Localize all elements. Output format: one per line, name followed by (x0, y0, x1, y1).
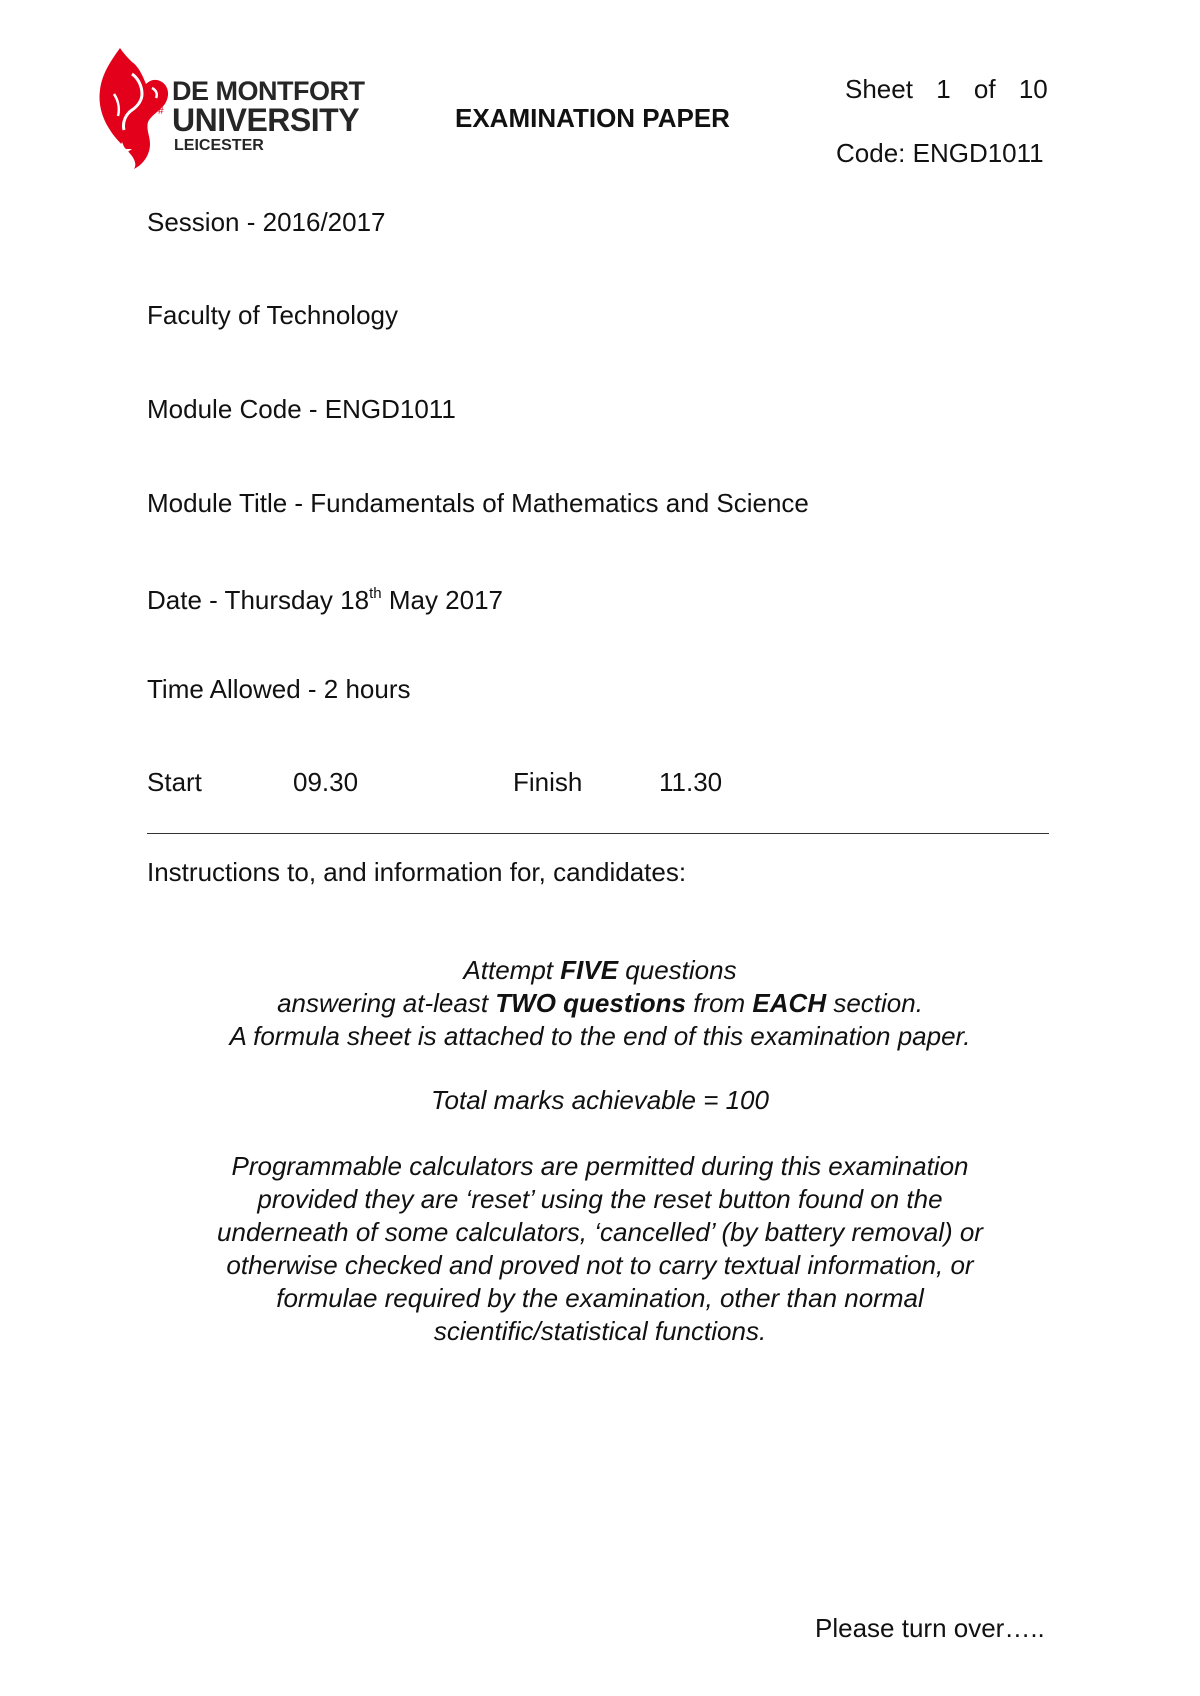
calculator-policy-block (0, 1150, 1200, 1348)
answering-each: EACH (752, 988, 827, 1018)
answering-line (0, 987, 1200, 1020)
calc-line-3: underneath of some calculators, ‘cancelled’ (by battery removal) or (217, 1217, 983, 1247)
total-marks-line: Total marks achievable = 100 (431, 1085, 769, 1115)
session-field: Session - 2016/2017 (147, 207, 386, 237)
date-ordinal-superscript: th (369, 585, 382, 602)
turn-over-note: Please turn over….. (815, 1613, 1045, 1643)
instructions-block (0, 954, 1200, 1053)
sheet-counter (845, 74, 1048, 105)
divider-line (147, 833, 1049, 834)
date-prefix: Date - Thursday 18 (147, 585, 370, 615)
finish-time: 11.30 (659, 767, 723, 797)
attempt-text: Attempt (463, 955, 561, 985)
wyvern-crest-icon (92, 44, 172, 169)
date-field (147, 585, 503, 616)
calc-line-4: otherwise checked and proved not to carry textual information, or (226, 1250, 974, 1280)
sheet-of: of (973, 74, 996, 104)
calc-line-5: formulae required by the examination, other than normal (276, 1283, 924, 1313)
date-suffix: May 2017 (381, 585, 504, 615)
logo-text-line1: DE MONTFORT (172, 76, 365, 106)
logo-text-line2: UNIVERSITY (172, 102, 360, 138)
calc-line-1: Programmable calculators are permitted during this examination (231, 1151, 969, 1181)
calc-line-2: provided they are ‘reset’ using the reset button found on the (257, 1184, 943, 1214)
calc-line-6: scientific/statistical functions. (433, 1316, 767, 1346)
sheet-total: 10 (1018, 74, 1048, 104)
svg-text:#: # (158, 106, 164, 117)
module-title-field: Module Title - Fundamentals of Mathematics and Science (147, 488, 809, 518)
start-label: Start (147, 767, 202, 797)
module-code-field: Module Code - ENGD1011 (147, 394, 456, 424)
start-time: 09.30 (293, 767, 359, 797)
university-logo (92, 44, 382, 169)
answering-end: section. (826, 988, 923, 1018)
attempt-count: FIVE (560, 955, 619, 985)
sheet-current: 1 (936, 74, 951, 104)
answering-text: answering at-least (277, 988, 496, 1018)
total-marks-block (0, 1084, 1200, 1117)
answering-count: TWO questions (495, 988, 686, 1018)
formula-line: A formula sheet is attached to the end of this examination paper. (229, 1021, 971, 1051)
time-allowed-field: Time Allowed - 2 hours (147, 674, 411, 704)
attempt-text-end: questions (618, 955, 737, 985)
page-title: EXAMINATION PAPER (455, 103, 730, 133)
attempt-line (0, 954, 1200, 987)
instructions-heading: Instructions to, and information for, candidates: (147, 857, 687, 887)
logo-text-line3: LEICESTER (174, 137, 264, 154)
paper-code: Code: ENGD1011 (836, 138, 1044, 168)
finish-label: Finish (513, 767, 583, 797)
faculty-field: Faculty of Technology (147, 300, 398, 330)
answering-mid: from (685, 988, 753, 1018)
sheet-label: Sheet (845, 74, 913, 104)
